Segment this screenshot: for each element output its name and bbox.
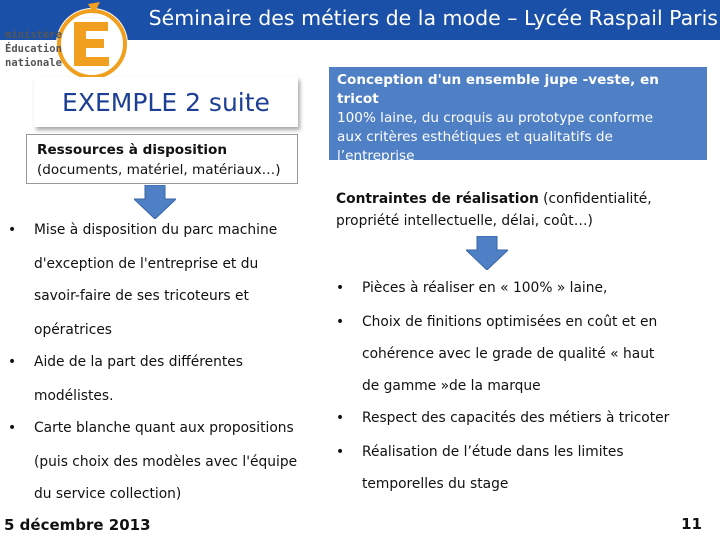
footer-date: 5 décembre 2013 <box>4 516 151 534</box>
example-title: EXEMPLE 2 suite <box>62 87 270 117</box>
project-line-1: Conception d'un ensemble jupe -veste, en tricot <box>337 72 659 107</box>
example-title-box <box>34 77 298 127</box>
list-item: • Choix de finitions optimisées en coût et en <box>336 314 658 330</box>
constraints-detail: (confidentialité, <box>538 191 652 207</box>
slide-title: Séminaire des métiers de la mode – Lycée Raspail Paris <box>148 6 718 30</box>
project-line-2: 100% laine, du croquis au prototype conforme <box>337 110 654 126</box>
logo-line-1: ministère <box>5 29 62 41</box>
resources-detail: (documents, matériel, matériaux…) <box>37 162 281 178</box>
list-item: (puis choix des modèles avec l'équipe <box>34 454 298 470</box>
list-item: temporelles du stage <box>362 476 509 492</box>
resources-heading: Ressources à disposition <box>37 142 228 158</box>
list-item: d'exception de l'entreprise et du <box>34 256 259 272</box>
list-item: cohérence avec le grade de qualité « haut <box>362 346 655 362</box>
project-description-box <box>329 67 707 164</box>
logo-text <box>5 28 62 70</box>
project-line-4: l’entreprise <box>337 148 415 164</box>
project-line-3: aux critères esthétiques et qualitatifs de <box>337 129 613 145</box>
constraints-heading: Contraintes de réalisation <box>336 191 539 207</box>
down-arrow-left-icon <box>134 185 176 219</box>
constraints-line-2: propriété intellectuelle, délai, coût…) <box>336 213 593 229</box>
list-item: du service collection) <box>34 486 182 502</box>
education-nationale-logo <box>0 0 135 80</box>
resources-box <box>26 134 298 184</box>
list-item: • Pièces à réaliser en « 100% » laine, <box>336 280 608 296</box>
list-item: de gamme »de la marque <box>362 378 541 394</box>
logo-line-2: Éducation <box>5 43 62 55</box>
list-item: savoir-faire de ses tricoteurs et <box>34 288 249 304</box>
page-number: 11 <box>681 515 702 533</box>
list-item: • Aide de la part des différentes <box>8 354 243 370</box>
constraints-block <box>336 188 716 232</box>
list-item: modélistes. <box>34 388 114 404</box>
list-item: • Mise à disposition du parc machine <box>8 222 278 238</box>
logo-line-3: nationale <box>5 57 62 69</box>
list-item: opératrices <box>34 322 112 338</box>
list-item: • Respect des capacités des métiers à tricoter <box>336 410 670 426</box>
down-arrow-right-icon <box>466 236 508 270</box>
list-item: • Réalisation de l’étude dans les limites <box>336 444 624 460</box>
list-item: • Carte blanche quant aux propositions <box>8 420 294 436</box>
